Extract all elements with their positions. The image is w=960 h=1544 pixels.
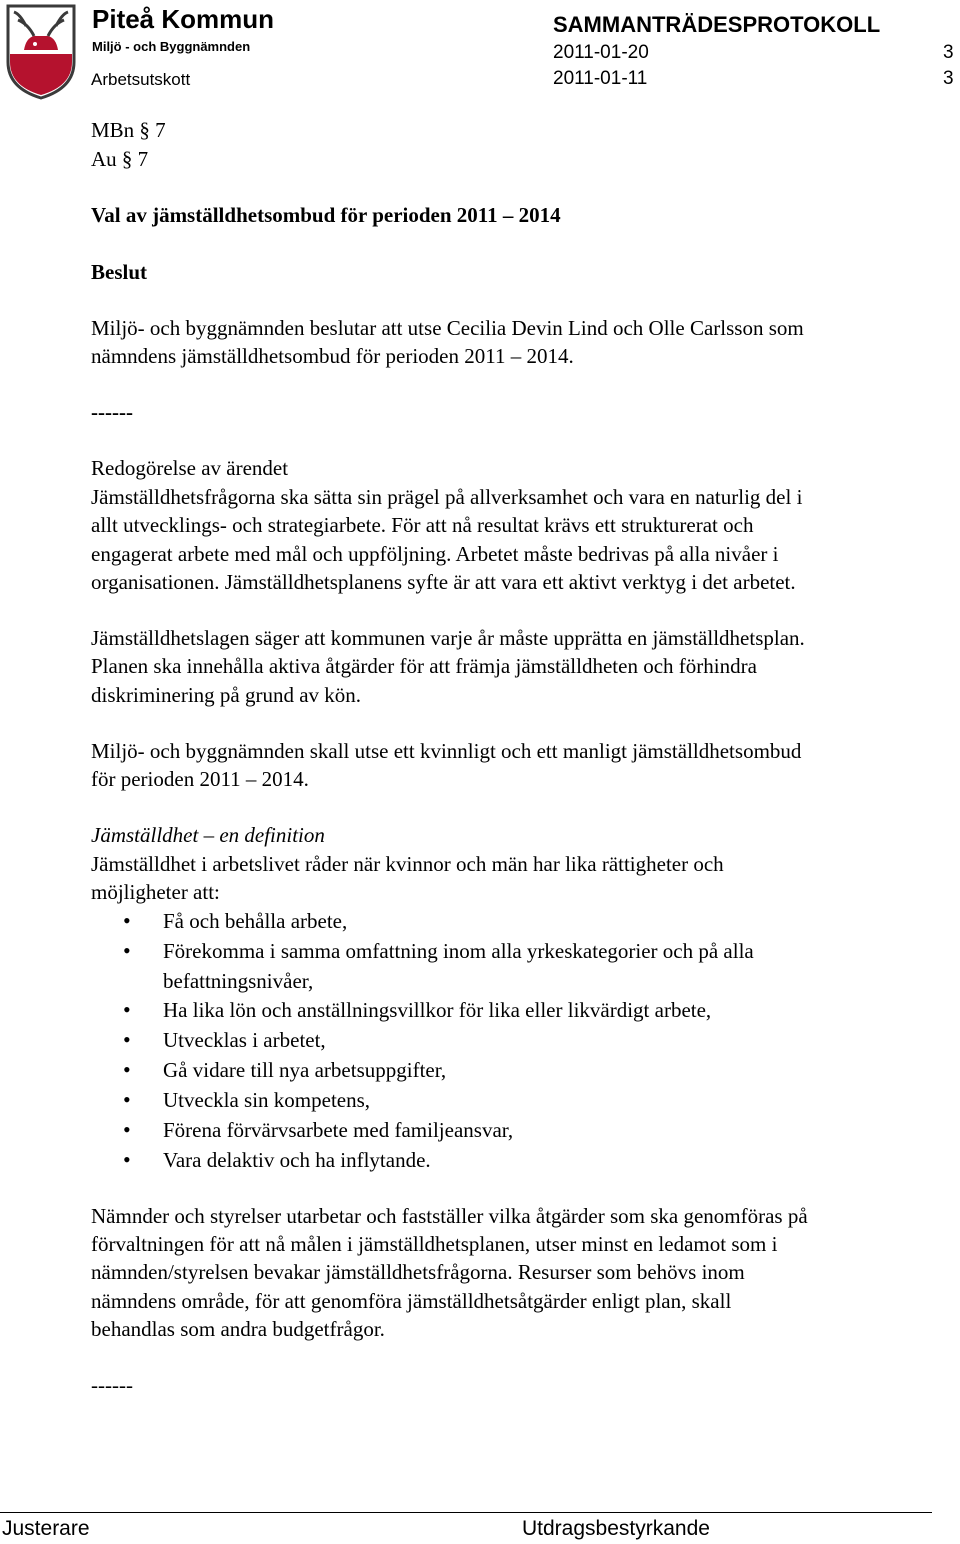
bullet-item: • Gå vidare till nya arbetsuppgifter, — [91, 1055, 711, 1085]
beslut-line: nämndens jämställdhetsombud för perioden 2011 – 2014. — [91, 344, 574, 368]
bullet-item: • Ha lika lön och anställningsvillkor för lika eller likvärdigt arbete, — [91, 995, 711, 1025]
paragraph-line: nämndens område, för att genomföra jämställdhetsåtgärder enligt plan, skall — [91, 1289, 732, 1313]
definition-heading: Jämställdhet – en definition — [91, 823, 325, 847]
meeting-date-1: 2011-01-20 — [553, 42, 649, 63]
paragraph-line: Miljö- och byggnämnden skall utse ett kvinnligt och ett manligt jämställdhetsombud — [91, 739, 802, 763]
beslut-line: Miljö- och byggnämnden beslutar att utse Cecilia Devin Lind och Olle Carlsson som — [91, 316, 804, 340]
redogorelse-line: engagerat arbete med mål och uppföljning. Arbetet måste bedrivas på alla nivåer i — [91, 542, 779, 566]
separator: ------ — [91, 400, 133, 424]
bullet-item: • Utvecklas i arbetet, — [91, 1025, 711, 1055]
footer-divider — [0, 1512, 932, 1513]
paragraph-line: nämnden/styrelsen bevakar jämställdhetsfrågorna. Resurser som behövs inom — [91, 1260, 745, 1284]
page-number-1: 3 — [943, 42, 954, 63]
document-type: SAMMANTRÄDESPROTOKOLL — [553, 12, 881, 37]
footer-justerare: Justerare — [2, 1517, 90, 1540]
bullet-item: • Vara delaktiv och ha inflytande. — [91, 1145, 711, 1175]
mbn-paragraph-ref: MBn § 7 — [91, 118, 166, 142]
au-paragraph-ref: Au § 7 — [91, 147, 149, 171]
bullet-item: • Utveckla sin kompetens, — [91, 1085, 711, 1115]
bullet-item: • Förena förvärvsarbete med familjeansvar, — [91, 1115, 711, 1145]
paragraph-line: förvaltningen för att nå målen i jämställdhetsplanen, utser minst en ledamot som i — [91, 1232, 778, 1256]
org-department: Miljö - och Byggnämnden — [92, 39, 251, 54]
redogorelse-line: organisationen. Jämställdhetsplanens syfte är att vara ett aktivt verktyg i det arbetet. — [91, 570, 796, 594]
page-number-2: 3 — [943, 68, 954, 89]
paragraph-line: behandlas som andra budgetfrågor. — [91, 1317, 385, 1341]
definition-intro-line: möjligheter att: — [91, 880, 220, 904]
bullet-item: • Förekomma i samma omfattning inom alla yrkeskategorier och på alla — [91, 936, 754, 966]
separator: ------ — [91, 1373, 133, 1397]
redogorelse-line: allt utvecklings- och strategiarbete. För att nå resultat krävs ett strukturerat och — [91, 513, 754, 537]
bullet-item-continuation: befattningsnivåer, — [163, 969, 314, 993]
paragraph-line: för perioden 2011 – 2014. — [91, 767, 309, 791]
redogorelse-line: Jämställdhetsfrågorna ska sätta sin prägel på allverksamhet och vara en naturlig del i — [91, 485, 803, 509]
definition-bullet-list — [91, 995, 711, 1175]
redogorelse-heading: Redogörelse av ärendet — [91, 456, 289, 480]
document-title: Val av jämställdhetsombud för perioden 2011 – 2014 — [91, 203, 561, 227]
beslut-heading: Beslut — [91, 260, 148, 284]
meeting-date-2: 2011-01-11 — [553, 68, 648, 89]
paragraph-line: Jämställdhetslagen säger att kommunen varje år måste upprätta en jämställdhetsplan. — [91, 626, 805, 650]
reindeer-logo-icon — [4, 2, 78, 100]
committee-label: Arbetsutskott — [91, 70, 191, 89]
bullet-item: • Få och behålla arbete, — [91, 906, 754, 936]
paragraph-line: diskriminering på grund av kön. — [91, 683, 362, 707]
definition-intro-line: Jämställdhet i arbetslivet råder när kvinnor och män har lika rättigheter och — [91, 852, 724, 876]
org-name: Piteå Kommun — [92, 4, 275, 34]
paragraph-line: Planen ska innehålla aktiva åtgärder för att främja jämställdheten och förhindra — [91, 654, 757, 678]
definition-bullet-list — [91, 906, 754, 966]
paragraph-line: Nämnder och styrelser utarbetar och fastställer vilka åtgärder som ska genomföras på — [91, 1204, 808, 1228]
footer-utdragsbestyrkande: Utdragsbestyrkande — [522, 1517, 710, 1540]
